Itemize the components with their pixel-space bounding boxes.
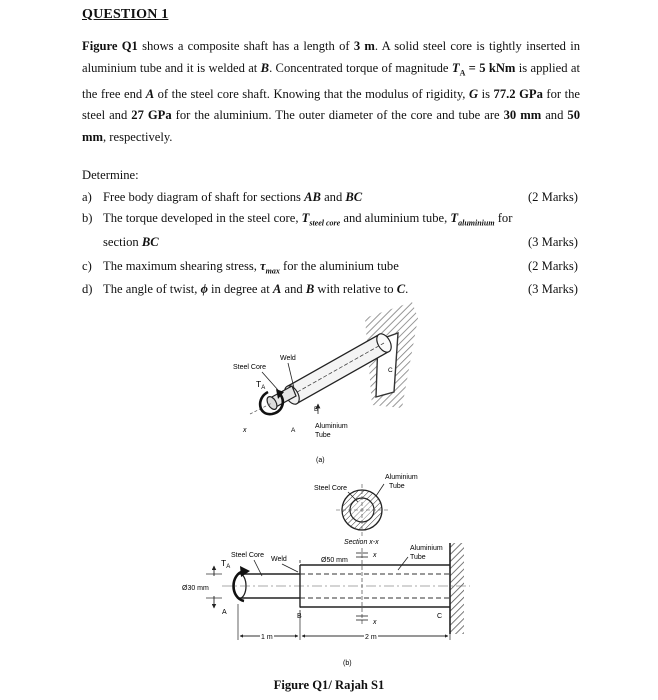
aluminium-label-a: Aluminium — [315, 423, 348, 430]
part-b: b) The torque developed in the steel core, $T_{steel core}$ and aluminium tube, $T_{aluminium}$ for — [82, 211, 513, 228]
ta-label-a: $T_A$ — [256, 379, 266, 391]
section-cut-marks — [356, 548, 368, 626]
section-label: Section x-x — [344, 539, 379, 546]
tube-label-a: Tube — [315, 432, 331, 439]
b-label-a: B — [314, 406, 319, 413]
question-title: QUESTION 1 — [82, 7, 169, 22]
c-label-a: C — [388, 367, 393, 374]
fig-b-label: (b) — [343, 660, 352, 667]
weld-label-b: Weld — [271, 556, 287, 563]
d30-label: Ø30 mm — [182, 585, 209, 592]
fixed-wall-b — [450, 543, 464, 634]
x-label-b1: x — [373, 552, 377, 559]
c-label-b: C — [437, 613, 443, 620]
steel-core-label-a: Steel Core — [233, 364, 267, 371]
question-intro: Figure Q1 shows a composite shaft has a length of 3 m. A solid steel core is tightly inserted in aluminium tube and it is welded at B. Concentrated torque of magnitude $T_A = 5$ kNm is applied at the free end A of the steel core shaft. Knowing that the modulus of rigidity, G is 77.2 GPa for the steel and 27 GPa for the aluminium. The outer diameter of the core and tube are 30 mm and 50 mm, respectively. — [82, 39, 581, 144]
len-2m: 2 m — [365, 634, 377, 641]
d50-label: Ø50 mm — [321, 557, 348, 564]
part-d: d) The angle of twist, ϕ in degree at A and B with relative to C. (3 Marks) — [82, 282, 578, 296]
steel-core-b — [222, 574, 470, 598]
aluminium-label-b2: Aluminium — [410, 545, 443, 552]
x-label-a: x — [243, 427, 247, 434]
x-label-b2: x — [373, 619, 377, 626]
fig-a-label: (a) — [316, 457, 325, 464]
steel-core-label-b2: Steel Core — [231, 552, 265, 559]
part-a: a) Free body diagram of shaft for sections AB and BC (2 Marks) — [82, 190, 578, 204]
determine-label: Determine: — [82, 168, 139, 182]
part-b-line2: section BC (3 Marks) — [103, 235, 578, 249]
weld-label-a: Weld — [280, 355, 296, 362]
ta-label-b: $T_A$ — [221, 558, 231, 570]
figure-caption: Figure Q1/ Rajah S1 — [273, 678, 385, 692]
tube-label-b2: Tube — [410, 554, 426, 561]
b-label-b: B — [297, 613, 302, 620]
tube-label-b1: Tube — [389, 483, 405, 490]
len-1m: 1 m — [261, 634, 273, 641]
a-label-a: A — [291, 427, 296, 434]
a-label-b: A — [222, 609, 227, 616]
part-c: c) The maximum shearing stress, $\tau_{max}$ for the aluminium tube (2 Marks) — [82, 259, 578, 276]
aluminium-label-b1: Aluminium — [385, 474, 418, 481]
steel-core-label-b1: Steel Core — [314, 485, 348, 492]
